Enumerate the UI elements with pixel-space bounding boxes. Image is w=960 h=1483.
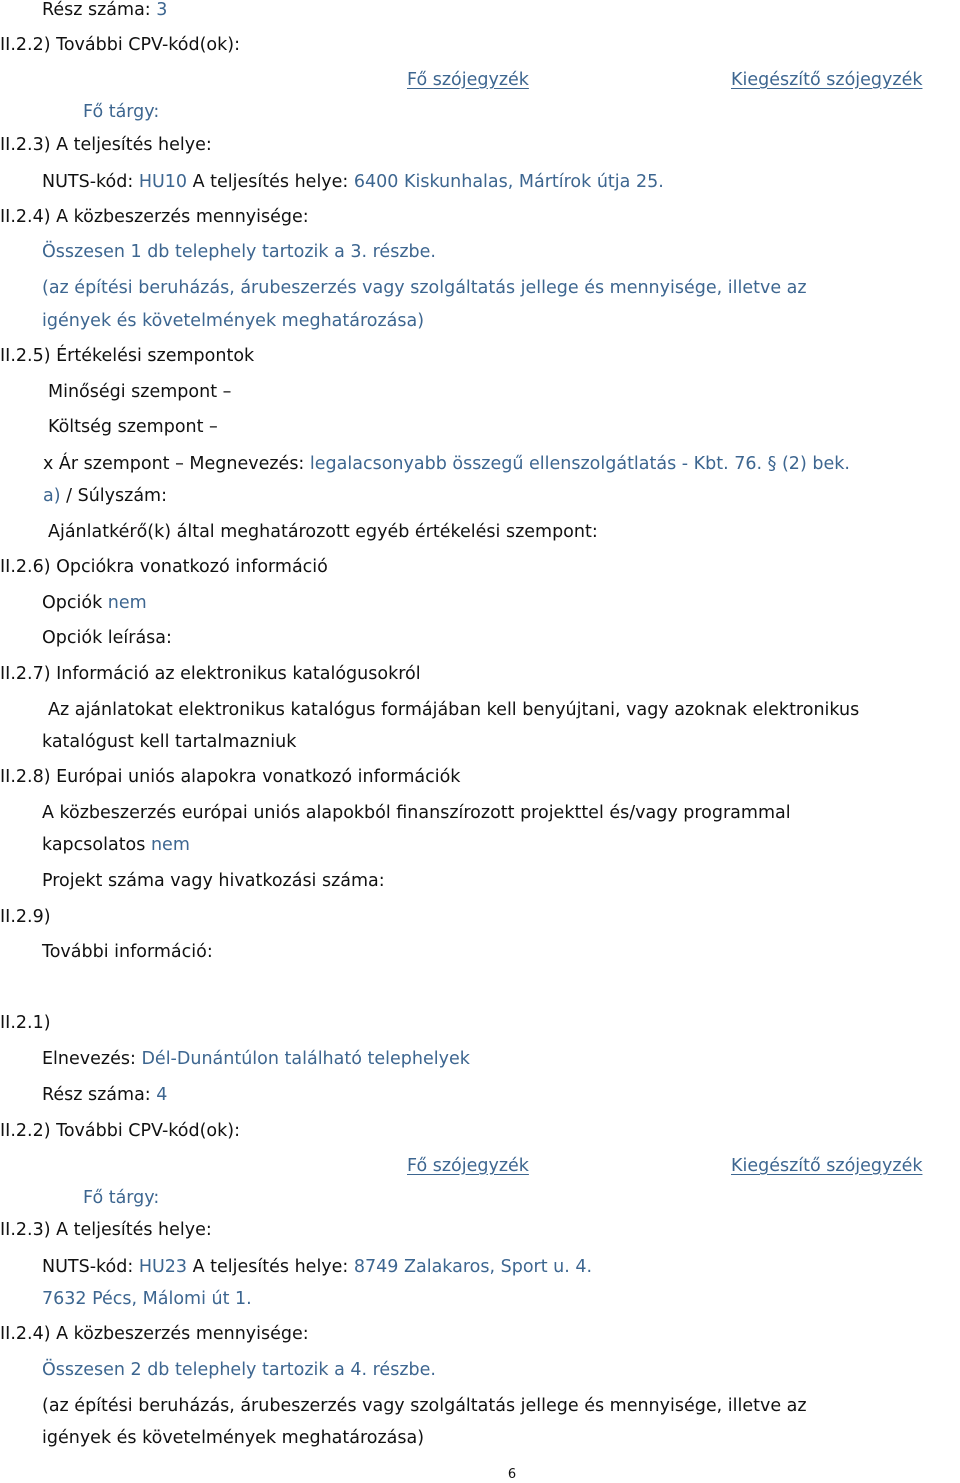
sulyszam-label: / Súlyszám: [66,486,167,506]
opciok-value: nem [107,593,147,613]
hely-value-4-line-2: 7632 Pécs, Málomi út 1. [42,1289,252,1309]
opciok-line [42,592,147,614]
cpv-heading-4: II.2.2) További CPV-kód(ok): [0,1121,241,1141]
opciok-leirasa: Opciók leírása: [42,628,172,648]
nuts-line [42,171,664,193]
ertekelesi-heading: II.2.5) Értékelési szempontok [0,346,255,366]
elnevezes-label: Elnevezés: [42,1049,136,1069]
description-line-2-4: igények és követelmények meghatározása) [42,1428,425,1448]
hely-label-4: A teljesítés helye: [192,1257,349,1277]
kiegeszito-szojegyzek-header-4: Kiegészítő szójegyzék [731,1156,923,1176]
ar-szempont-line [43,453,850,475]
ar-szempont-value-1: legalacsonyabb összegű ellenszolgátlatás - Kbt. 76. [309,454,763,474]
fo-targy-label-4: Fő tárgy: [83,1188,160,1208]
mennyiseg-heading-4: II.2.4) A közbeszerzés mennyisége: [0,1324,309,1344]
mennyiseg-value: Összesen 1 db telephely tartozik a 3. részbe. [42,242,436,262]
eu-line-2-label: kapcsolatos [42,835,146,855]
part-number-line-4 [42,1084,167,1106]
koltseg-szempont: Költség szempont – [48,417,218,437]
fo-szojegyzek-header-4: Fő szójegyzék [407,1156,529,1176]
nuts-label: NUTS-kód: [42,172,134,192]
eu-line-1: A közbeszerzés európai uniós alapokból finanszírozott projekttel és/vagy programmal [42,803,791,823]
resz-label-4: Rész száma: [42,1085,151,1105]
katalogus-line-2: katalógust kell tartalmazniuk [42,732,297,752]
cpv-heading: II.2.2) További CPV-kód(ok): [0,35,241,55]
eu-alapok-heading: II.2.8) Európai uniós alapokra vonatkozó információk [0,767,461,787]
teljesites-helye-heading: II.2.3) A teljesítés helye: [0,135,212,155]
fo-targy-label: Fő tárgy: [83,102,160,122]
opciok-label: Opciók [42,593,103,613]
hely-label: A teljesítés helye: [192,172,349,192]
elnevezes-line [42,1048,470,1070]
projekt-szama: Projekt száma vagy hivatkozási száma: [42,871,385,891]
elnevezes-value: Dél-Dunántúlon található telephelyek [141,1049,470,1069]
egyeb-szempont: Ajánlatkérő(k) által meghatározott egyéb értékelési szempont: [48,522,598,542]
fo-szojegyzek-header: Fő szójegyzék [407,70,529,90]
eu-line-2 [42,834,190,856]
resz-label: Rész száma: [42,0,151,20]
minosegi-szempont: Minőségi szempont – [48,382,232,402]
section-sign-icon: § [767,454,777,474]
kiegeszito-szojegyzek-header: Kiegészítő szójegyzék [731,70,923,90]
opciok-heading: II.2.6) Opciókra vonatkozó információ [0,557,328,577]
mennyiseg-heading: II.2.4) A közbeszerzés mennyisége: [0,207,309,227]
hely-value: 6400 Kiskunhalas, Mártírok útja 25. [353,172,664,192]
part-number-line [42,0,167,21]
katalogus-heading: II.2.7) Információ az elektronikus katalógusokról [0,664,421,684]
description-line-2: igények és követelmények meghatározása) [42,311,425,331]
section-2-2-9: II.2.9) [0,907,51,927]
nuts-label-4: NUTS-kód: [42,1257,134,1277]
mennyiseg-value-4: Összesen 2 db telephely tartozik a 4. részbe. [42,1360,436,1380]
nuts-value-4: HU23 [138,1257,188,1277]
eu-line-2-value: nem [150,835,190,855]
teljesites-helye-heading-4: II.2.3) A teljesítés helye: [0,1220,212,1240]
katalogus-line-1: Az ajánlatokat elektronikus katalógus formájában kell benyújtani, vagy azoknak elektronikus [48,700,860,720]
ar-szempont-value-2: (2) bek. [781,454,850,474]
resz-value: 3 [156,0,168,20]
description-line-1-4: (az építési beruházás, árubeszerzés vagy szolgáltatás jellege és mennyisége, illetve az [42,1396,807,1416]
page-number: 6 [507,1467,517,1482]
sulyszam-line [43,485,167,507]
ar-szempont-label: x Ár szempont – Megnevezés: [43,454,305,474]
description-line-1: (az építési beruházás, árubeszerzés vagy szolgáltatás jellege és mennyisége, illetve az [42,278,807,298]
resz-value-4: 4 [156,1085,168,1105]
tovabbi-informacio: További információ: [42,942,213,962]
ar-szempont-value-3: a) [43,486,61,506]
nuts-value: HU10 [138,172,188,192]
section-2-2-1: II.2.1) [0,1013,51,1033]
hely-value-4: 8749 Zalakaros, Sport u. 4. [353,1257,593,1277]
nuts-line-4 [42,1256,592,1278]
